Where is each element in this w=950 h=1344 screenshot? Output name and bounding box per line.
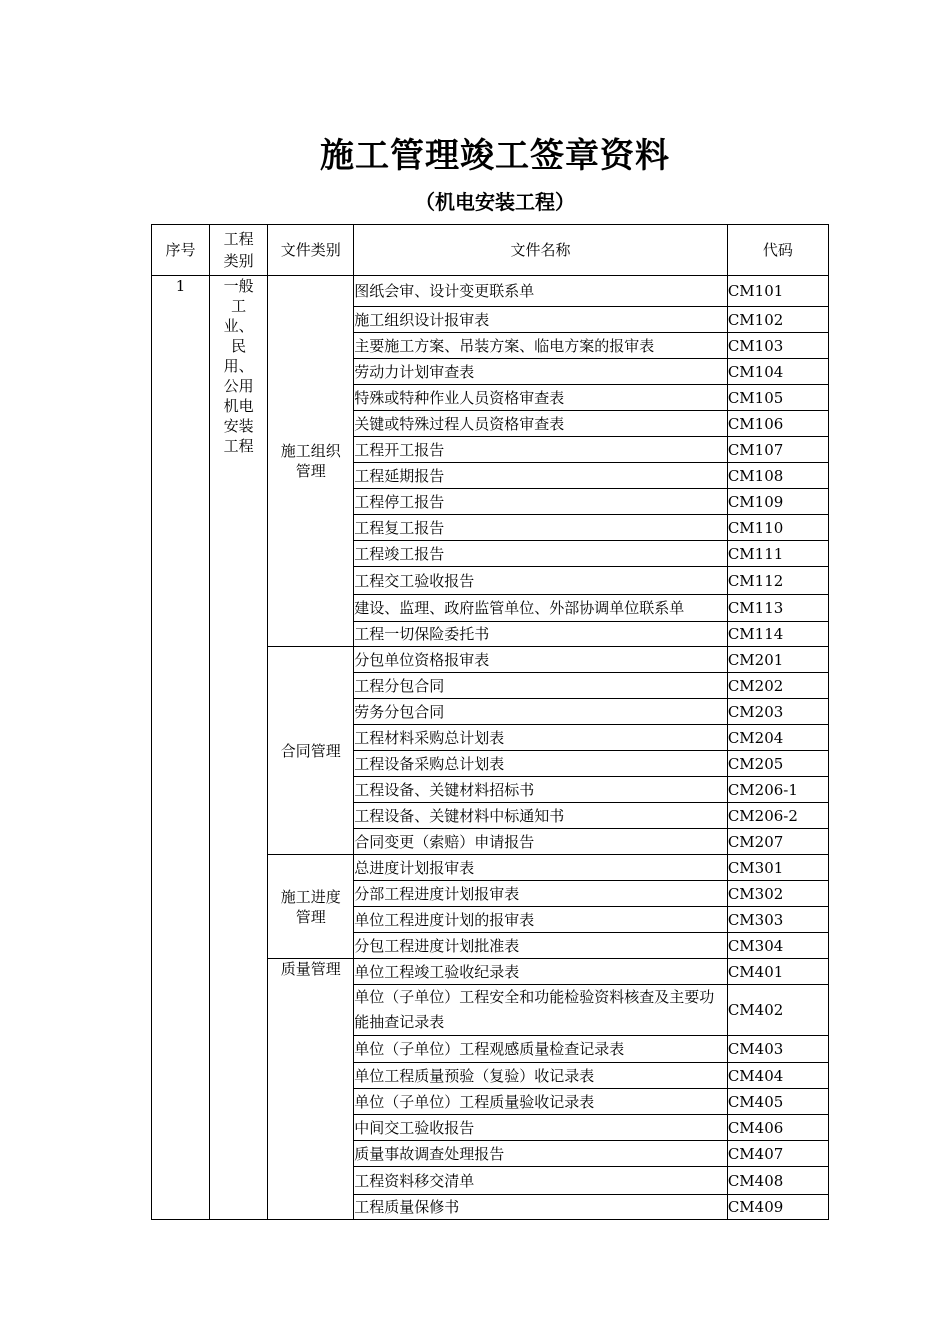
file-name-cell: 工程交工验收报告 (354, 567, 728, 595)
file-name-cell: 工程一切保险委托书 (354, 622, 728, 647)
file-code-cell: CM301 (727, 855, 828, 881)
file-code-cell: CM404 (727, 1063, 828, 1089)
file-category-cell (268, 855, 354, 959)
file-code-cell: CM201 (727, 647, 828, 673)
file-name-cell: 工程设备、关键材料招标书 (354, 777, 728, 803)
file-name-cell: 分包单位资格报审表 (354, 647, 728, 673)
file-name-cell: 工程设备、关键材料中标通知书 (354, 803, 728, 829)
file-name-cell: 建设、监理、政府监管单位、外部协调单位联系单 (354, 595, 728, 622)
table-body (152, 276, 829, 1220)
file-name-cell: 质量事故调查处理报告 (354, 1141, 728, 1167)
header-code: 代码 (727, 225, 828, 276)
file-code-cell: CM402 (727, 985, 828, 1036)
file-code-cell: CM106 (727, 411, 828, 437)
file-name-cell: 总进度计划报审表 (354, 855, 728, 881)
file-name-cell: 工程材料采购总计划表 (354, 725, 728, 751)
file-code-cell: CM105 (727, 385, 828, 411)
project-type-line: 安装 (223, 417, 254, 435)
file-code-cell: CM207 (727, 829, 828, 855)
file-category-line: 管理 (295, 907, 326, 926)
project-type-line: 工 (231, 297, 247, 315)
file-code-cell: CM109 (727, 489, 828, 515)
file-name-cell: 工程延期报告 (354, 463, 728, 489)
file-code-cell: CM206-2 (727, 803, 828, 829)
project-type-line: 一般 (223, 277, 254, 295)
file-category-line: 管理 (295, 462, 326, 480)
row-seq-number: 1 (152, 276, 210, 1220)
file-name-cell: 施工组织设计报审表 (354, 307, 728, 333)
file-code-cell: CM204 (727, 725, 828, 751)
file-code-cell: CM409 (727, 1195, 828, 1220)
file-category-cell (268, 959, 354, 1220)
file-category-line: 合同管理 (280, 741, 341, 760)
document-subtitle: （机电安装工程） (415, 190, 575, 214)
file-name-cell: 特殊或特种作业人员资格审查表 (354, 385, 728, 411)
file-code-cell: CM101 (727, 276, 828, 307)
file-name-cell: 劳务分包合同 (354, 699, 728, 725)
file-code-cell: CM107 (727, 437, 828, 463)
file-name-cell: 合同变更（索赔）申请报告 (354, 829, 728, 855)
file-name-cell: 工程复工报告 (354, 515, 728, 541)
document-title: 施工管理竣工签章资料 (320, 136, 670, 176)
file-code-cell: CM110 (727, 515, 828, 541)
file-code-cell: CM408 (727, 1167, 828, 1195)
file-name-cell: 主要施工方案、吊装方案、临电方案的报审表 (354, 333, 728, 359)
table-header-row (152, 225, 829, 276)
file-name-cell: 工程停工报告 (354, 489, 728, 515)
header-project-type (210, 225, 268, 276)
file-code-cell: CM401 (727, 959, 828, 985)
project-type-line: 民 (231, 337, 247, 355)
file-code-cell: CM407 (727, 1141, 828, 1167)
file-name-cell: 单位（子单位）工程质量验收记录表 (354, 1089, 728, 1115)
file-code-cell: CM205 (727, 751, 828, 777)
file-name-cell: 工程资料移交清单 (354, 1167, 728, 1195)
file-name-cell: 工程质量保修书 (354, 1195, 728, 1220)
project-type-line: 工程 (223, 437, 254, 455)
file-code-cell: CM206-1 (727, 777, 828, 803)
header-seq: 序号 (152, 225, 210, 276)
file-name-cell: 关键或特殊过程人员资格审查表 (354, 411, 728, 437)
file-code-cell: CM111 (727, 541, 828, 567)
project-type-line: 业、 (223, 317, 254, 335)
project-type-line: 机电 (223, 397, 254, 415)
file-name-cell: 工程设备采购总计划表 (354, 751, 728, 777)
file-name-cell: 单位（子单位）工程观感质量检查记录表 (354, 1036, 728, 1063)
file-code-cell: CM303 (727, 907, 828, 933)
file-code-cell: CM102 (727, 307, 828, 333)
file-code-cell: CM405 (727, 1089, 828, 1115)
file-name-cell: 劳动力计划审查表 (354, 359, 728, 385)
file-category-line: 施工组织 (280, 442, 341, 460)
file-category-cell (268, 276, 354, 647)
file-code-cell: CM202 (727, 673, 828, 699)
document-table (151, 224, 829, 1220)
file-name-cell: 工程分包合同 (354, 673, 728, 699)
file-name-cell: 分部工程进度计划报审表 (354, 881, 728, 907)
file-name-cell: 工程竣工报告 (354, 541, 728, 567)
file-name-cell: 中间交工验收报告 (354, 1115, 728, 1141)
file-code-cell: CM113 (727, 595, 828, 622)
project-type-cell (210, 276, 268, 1220)
file-code-cell: CM302 (727, 881, 828, 907)
file-code-cell: CM114 (727, 622, 828, 647)
file-code-cell: CM304 (727, 933, 828, 959)
file-name-cell: 工程开工报告 (354, 437, 728, 463)
file-code-cell: CM108 (727, 463, 828, 489)
file-name-cell: 图纸会审、设计变更联系单 (354, 276, 728, 307)
file-category-line: 质量管理 (280, 960, 341, 978)
header-project-type-line: 工程 (223, 230, 254, 248)
file-name-cell: 单位工程进度计划的报审表 (354, 907, 728, 933)
file-category-line: 施工进度 (280, 887, 341, 906)
file-name-cell: 单位工程竣工验收纪录表 (354, 959, 728, 985)
file-code-cell: CM406 (727, 1115, 828, 1141)
header-file-category: 文件类别 (268, 225, 354, 276)
file-name-cell: 分包工程进度计划批准表 (354, 933, 728, 959)
file-category-cell (268, 647, 354, 855)
file-name-cell: 单位（子单位）工程安全和功能检验资料核查及主要功能抽查记录表 (354, 985, 728, 1036)
file-name-cell: 单位工程质量预验（复验）收记录表 (354, 1063, 728, 1089)
table-row (152, 276, 829, 307)
file-code-cell: CM203 (727, 699, 828, 725)
file-code-cell: CM403 (727, 1036, 828, 1063)
project-type-line: 用、 (223, 357, 254, 375)
project-type-line: 公用 (223, 377, 254, 395)
file-code-cell: CM104 (727, 359, 828, 385)
header-file-name: 文件名称 (354, 225, 728, 276)
file-code-cell: CM112 (727, 567, 828, 595)
file-code-cell: CM103 (727, 333, 828, 359)
header-project-type-line: 类别 (223, 252, 254, 270)
